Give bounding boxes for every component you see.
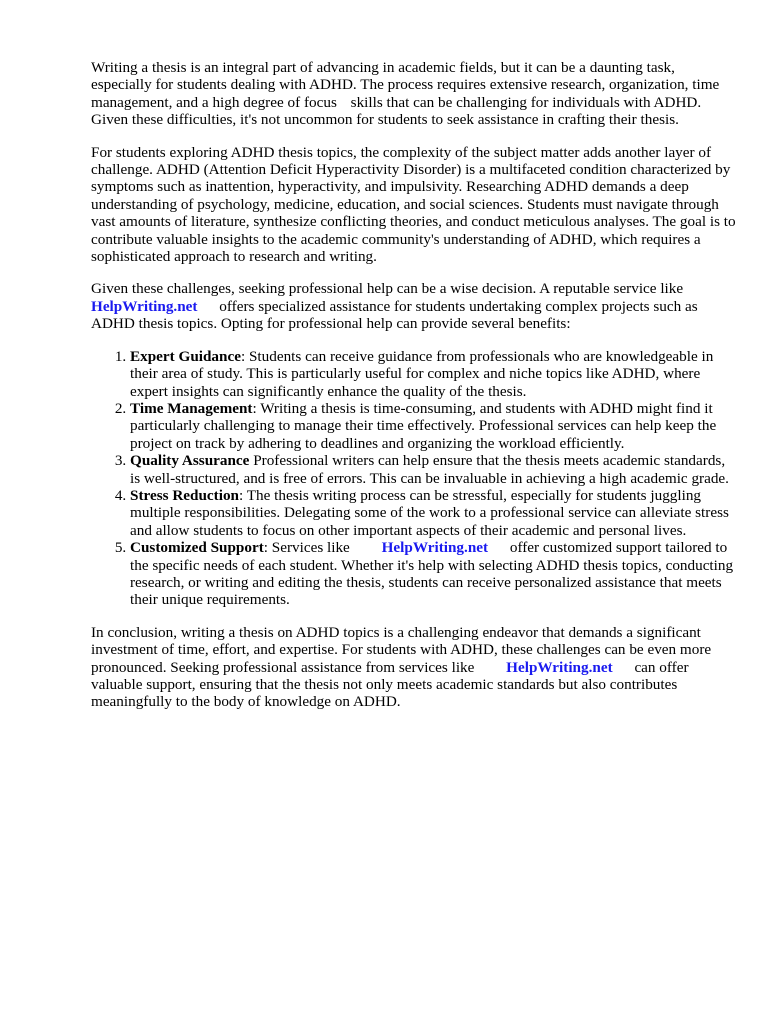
list-item — [130, 487, 738, 539]
helpwriting-link[interactable]: HelpWriting.net — [91, 297, 198, 315]
list-item-label: Quality Assurance — [130, 452, 250, 470]
list-item — [130, 539, 738, 609]
paragraph-adhd-complexity: For students exploring ADHD thesis topics, the complexity of the subject matter adds another layer of challenge. ADHD (Attention Deficit Hyperactivity Disorder) is a multifaceted condition characterized by symptoms such as inattention, hyperactivity, and impulsivity. Researching ADHD demands a deep understanding of psychology, medicine, education, and social sciences. Students must navigate through vast amounts of literature, synthesize conflicting theories, and conduct meticulous analyses. The goal is to contribute valuable insights to the academic community's understanding of ADHD, which requires a sophisticated approach to research and writing. — [91, 143, 736, 266]
list-item — [130, 400, 738, 452]
list-item-label: Expert Guidance — [130, 347, 241, 365]
seeking-help-text-before: Given these challenges, seeking professional help can be a wise decision. A reputable service like — [91, 280, 684, 298]
benefits-list — [91, 348, 738, 609]
list-item-text: Professional writers can help ensure that the thesis meets academic standards, is well-structured, and is free of errors. This can be invaluable in achieving a high academic grade. — [130, 452, 729, 487]
list-item-label: Time Management — [130, 399, 253, 417]
seeking-help-text-after: offers specialized assistance for students undertaking complex projects such as ADHD thesis topics. Opting for professional help can provide several benefits: — [91, 297, 698, 333]
list-item-text-after: offer customized support tailored to the specific needs of each student. Whether it's help with selecting ADHD thesis topics, conducting research, or writing and editing the thesis, students can receive personalized assistance that meets their unique requirements. — [130, 539, 734, 609]
list-item — [130, 348, 738, 400]
helpwriting-link[interactable]: HelpWriting.net — [506, 658, 613, 676]
paragraph-conclusion — [91, 624, 738, 711]
list-item-text: : The thesis writing process can be stressful, especially for students juggling multiple responsibilities. Delegating some of the work to a professional service can alleviate stress and allow students to focus on other important aspects of their academic and personal lives. — [130, 486, 729, 539]
conclusion-text-after: can offer valuable support, ensuring that the thesis not only meets academic standards but also contributes meaningfully to the body of knowledge on ADHD. — [91, 658, 689, 711]
conclusion-text-before: In conclusion, writing a thesis on ADHD topics is a challenging endeavor that demands a significant investment of time, effort, and expertise. For students with ADHD, these challenges can be even more pronounced. Seeking professional assistance from services like — [91, 623, 712, 676]
list-item-text: : Writing a thesis is time-consuming, and students with ADHD might find it particularly challenging to manage their time effectively. Professional services can help keep the project on track by adhering to deadlines and organizing the workload efficiently. — [130, 399, 717, 452]
list-item — [130, 452, 738, 487]
intro-text-part-1: Writing a thesis is an integral part of advancing in academic fields, but it can be a daunting task, especially for students dealing with ADHD. The process requires extensive research, organization, time management, and a high degree of focus — [91, 59, 720, 111]
intro-text-part-2: skills that can be challenging for individuals with ADHD. Given these difficulties, it's not uncommon for students to seek assistance in crafting their thesis. — [91, 93, 702, 129]
list-item-label: Customized Support — [130, 539, 264, 557]
list-item-label: Stress Reduction — [130, 486, 239, 504]
list-item-text: : Students can receive guidance from professionals who are knowledgeable in their area of study. This is particularly useful for complex and niche topics like ADHD, where expert insights can significantly enhance the quality of the thesis. — [130, 347, 714, 400]
paragraph-intro — [91, 59, 738, 129]
helpwriting-link[interactable]: HelpWriting.net — [381, 539, 489, 557]
paragraph-seeking-help — [91, 280, 738, 332]
list-item-text-before: : Services like — [263, 539, 350, 557]
